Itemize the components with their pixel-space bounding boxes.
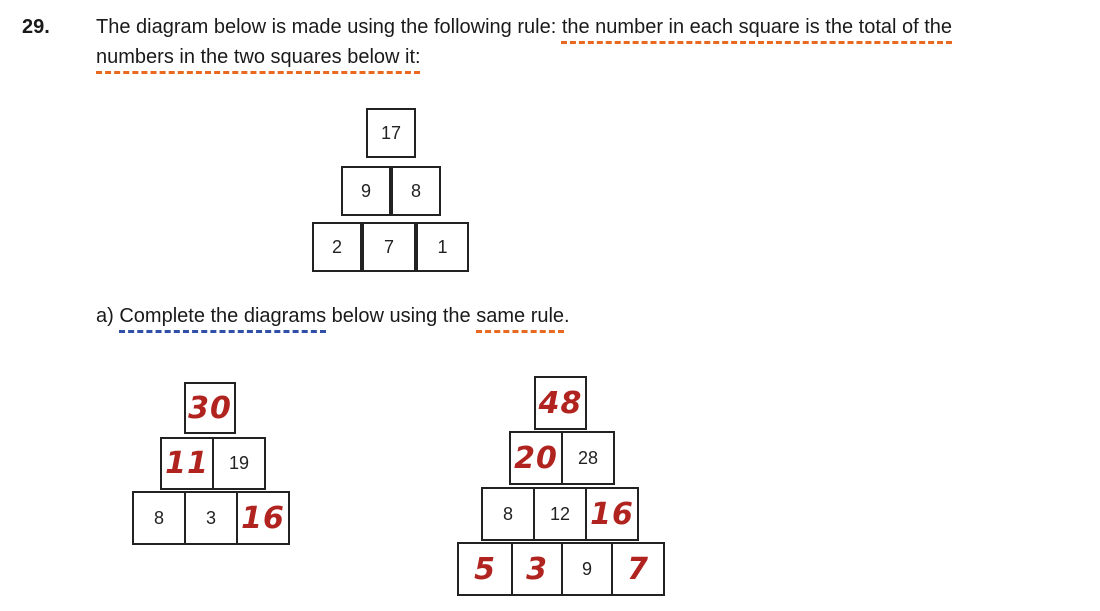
example-middle-cell: 9 xyxy=(341,166,391,216)
part-a-underlined-2: same rule xyxy=(476,305,565,327)
pyramid-b-row3-answer[interactable]: 16 xyxy=(585,487,639,541)
pyramid-a-bottom-cell: 3 xyxy=(184,491,238,545)
pyramid-a-bottom-answer[interactable]: 16 xyxy=(236,491,290,545)
pyramid-b-row2-cell: 28 xyxy=(561,431,615,485)
pyramid-a-top-answer[interactable]: 30 xyxy=(184,382,236,434)
example-bottom-cell: 2 xyxy=(312,222,362,272)
pyramid-a-bottom-cell: 8 xyxy=(132,491,186,545)
part-a-underlined: Complete the diagrams xyxy=(119,305,327,327)
intro-line-2 xyxy=(96,46,421,69)
rule-text-line-2: numbers in the two squares below it: xyxy=(96,46,421,68)
example-top-cell: 17 xyxy=(366,108,416,158)
example-bottom-cell: 1 xyxy=(416,222,469,272)
pyramid-b-row4-answer[interactable]: 5 xyxy=(457,542,513,596)
intro-text: The diagram below is made using the following rule: xyxy=(96,16,562,38)
pyramid-b-row3-cell: 8 xyxy=(481,487,535,541)
pyramid-b-row4-answer[interactable]: 3 xyxy=(511,542,563,596)
pyramid-b-row4-answer[interactable]: 7 xyxy=(611,542,665,596)
rule-text-line-1: the number in each square is the total of the xyxy=(561,16,953,38)
question-number: 29. xyxy=(22,16,50,38)
pyramid-b-row2-answer[interactable]: 20 xyxy=(509,431,563,485)
pyramid-a-middle-cell: 19 xyxy=(212,437,266,490)
example-bottom-cell: 7 xyxy=(362,222,416,272)
part-a-label: a) xyxy=(96,305,120,327)
pyramid-a-middle-answer[interactable]: 11 xyxy=(160,437,214,490)
pyramid-b-row3-cell: 12 xyxy=(533,487,587,541)
part-a-end-text: . xyxy=(564,305,570,327)
pyramid-b-row4-cell: 9 xyxy=(561,542,613,596)
part-a-instruction xyxy=(96,305,570,328)
part-a-mid-text: below using the xyxy=(326,305,477,327)
intro-line-1 xyxy=(96,16,952,39)
example-middle-cell: 8 xyxy=(391,166,441,216)
pyramid-b-top-answer[interactable]: 48 xyxy=(534,376,587,430)
